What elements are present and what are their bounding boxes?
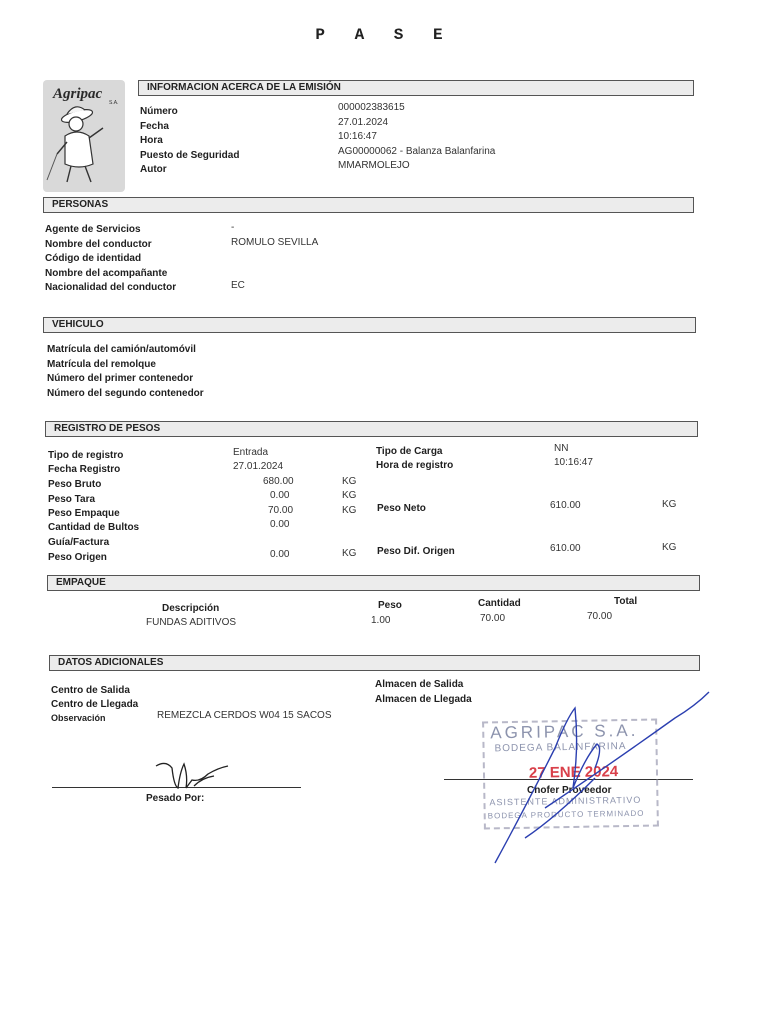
vehiculo-label-2: Número del primer contenedor: [47, 373, 194, 384]
farmer-mascot-icon: [43, 80, 125, 192]
emision-label-0: Número: [140, 106, 178, 117]
emision-value-1: 27.01.2024: [338, 116, 389, 128]
pesos-header: REGISTRO DE PESOS: [45, 421, 698, 437]
almacen-salida-label: Almacen de Salida: [375, 679, 464, 690]
pesado-por-label: Pesado Por:: [146, 793, 205, 804]
peso-neto-label: Peso Neto: [377, 503, 426, 514]
peso-origen-unit: KG: [342, 548, 357, 559]
centro-salida-label: Centro de Salida: [51, 685, 130, 696]
stamp-line4: BODEGA PRODUCTO TERMINADO: [487, 808, 645, 821]
cantidad-bultos-label: Cantidad de Bultos: [48, 522, 140, 533]
emision-label-4: Autor: [140, 164, 167, 175]
personas-value-1: ROMULO SEVILLA: [231, 236, 319, 248]
empaque-col-cantidad: Cantidad: [478, 598, 521, 609]
peso-origen-label: Peso Origen: [48, 552, 107, 563]
tipo-carga-label: Tipo de Carga: [376, 446, 443, 457]
page-title: P A S E: [315, 26, 453, 44]
vehiculo-label-1: Matrícula del remolque: [47, 358, 156, 370]
peso-neto-value: 610.00: [550, 500, 581, 511]
vehiculo-label-0: Matrícula del camión/automóvil: [47, 344, 196, 355]
peso-dif-value: 610.00: [550, 543, 581, 554]
centro-llegada-label: Centro de Llegada: [51, 699, 139, 710]
peso-empaque-label: Peso Empaque: [48, 508, 120, 519]
company-stamp: [482, 718, 659, 829]
personas-value-4: EC: [231, 280, 245, 291]
emision-value-4: MMARMOLEJO: [338, 160, 410, 171]
personas-label-2: Código de identidad: [45, 253, 142, 264]
personas-label-0: Agente de Servicios: [45, 224, 141, 235]
empaque-col-descripcion: Descripción: [162, 603, 220, 614]
stamp-line1: AGRIPAC S.A.: [490, 720, 639, 743]
peso-origen-value: 0.00: [270, 549, 290, 560]
personas-value-0: -: [231, 222, 235, 233]
peso-bruto-value: 680.00: [263, 476, 294, 487]
tipo-carga-value: NN: [554, 443, 569, 454]
vehiculo-header: VEHICULO: [43, 317, 696, 333]
adicionales-header: DATOS ADICIONALES: [49, 655, 700, 671]
stamp-date: 27 ENE 2024: [528, 763, 619, 782]
emision-header: INFORMACION ACERCA DE LA EMISIÓN: [138, 80, 694, 96]
hora-registro-value: 10:16:47: [554, 457, 593, 468]
emision-value-3: AG00000062 - Balanza Balanfarina: [338, 145, 496, 157]
peso-tara-unit: KG: [342, 490, 357, 501]
emision-label-3: Puesto de Seguridad: [140, 149, 240, 161]
tipo-registro-value: Entrada: [233, 447, 269, 458]
stamp-line3: ASISTENTE ADMINISTRATIVO: [489, 794, 642, 808]
peso-dif-unit: KG: [662, 542, 677, 553]
empaque-col-total: Total: [614, 596, 638, 607]
empaque-col-peso: Peso: [378, 600, 402, 611]
observacion-value: REMEZCLA CERDOS W04 15 SACOS: [157, 710, 332, 721]
peso-bruto-unit: KG: [342, 476, 357, 487]
emision-value-2: 10:16:47: [338, 131, 377, 142]
emision-label-2: Hora: [140, 135, 163, 146]
peso-empaque-value: 70.00: [268, 505, 294, 516]
emision-value-0: 000002383615: [338, 102, 405, 113]
logo-sa: S.A.: [109, 100, 119, 106]
fecha-registro-label: Fecha Registro: [48, 464, 121, 475]
stamp-line2: BODEGA BALANFARINA: [494, 741, 627, 755]
empaque-row-total: 70.00: [587, 611, 613, 622]
pesado-por-line: [52, 787, 301, 788]
observacion-label: Observación: [51, 713, 106, 723]
personas-header: PERSONAS: [43, 197, 694, 213]
peso-bruto-label: Peso Bruto: [48, 479, 102, 490]
peso-tara-label: Peso Tara: [48, 494, 96, 505]
peso-empaque-unit: KG: [342, 505, 357, 516]
empaque-header: EMPAQUE: [47, 575, 700, 591]
logo-brand: Agripac: [53, 86, 103, 102]
peso-neto-unit: KG: [662, 499, 677, 510]
cantidad-bultos-value: 0.00: [270, 519, 290, 530]
empaque-row-peso: 1.00: [371, 615, 391, 626]
emision-label-1: Fecha: [140, 120, 169, 132]
personas-label-4: Nacionalidad del conductor: [45, 282, 177, 293]
empaque-row-cantidad: 70.00: [480, 613, 506, 624]
agripac-logo: [43, 80, 125, 192]
guia-label: Guía/Factura: [48, 537, 110, 548]
fecha-registro-value: 27.01.2024: [233, 461, 284, 472]
tipo-registro-label: Tipo de registro: [48, 450, 124, 461]
chofer-label: Chofer Proveedor: [527, 785, 612, 796]
peso-dif-label: Peso Dif. Origen: [377, 546, 455, 557]
personas-label-3: Nombre del acompañante: [45, 267, 168, 279]
vehiculo-label-3: Número del segundo contenedor: [47, 387, 204, 399]
peso-tara-value: 0.00: [270, 490, 290, 501]
almacen-llegada-label: Almacen de Llegada: [375, 694, 472, 705]
hora-registro-label: Hora de registro: [376, 460, 454, 471]
empaque-row-descripcion: FUNDAS ADITIVOS: [146, 617, 237, 628]
personas-label-1: Nombre del conductor: [45, 238, 152, 250]
